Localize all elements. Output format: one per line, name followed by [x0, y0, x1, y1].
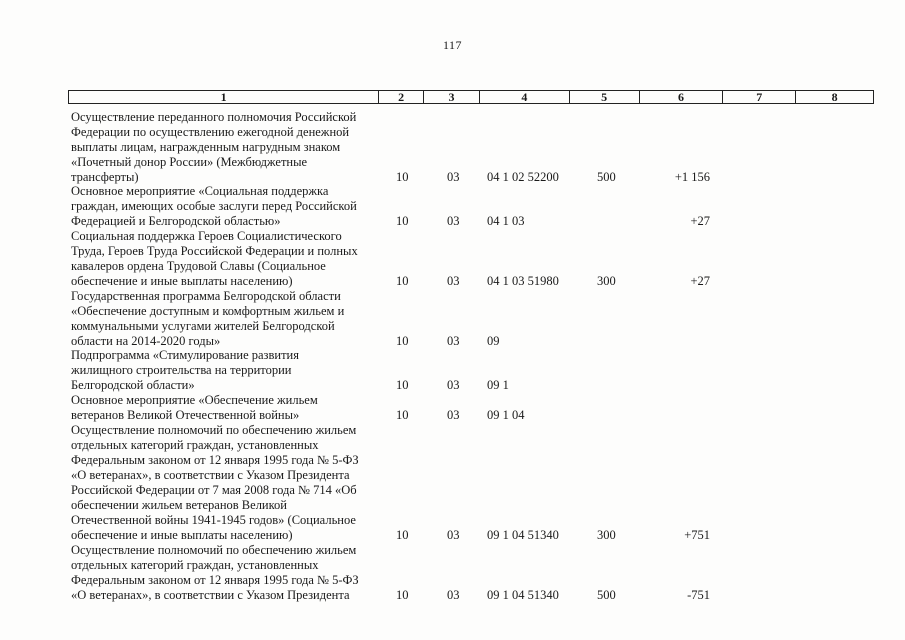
description-line: ветеранов Великой Отечественной войны»: [71, 408, 300, 422]
description-line: Отечественной войны 1941-1945 годов» (Социальное: [71, 513, 356, 527]
description-line: Подпрограмма «Стимулирование развития: [71, 348, 299, 362]
cell-col-3: 03: [447, 334, 460, 348]
row-description: [71, 348, 375, 393]
cell-col-2: 10: [396, 408, 409, 422]
description-line: жилищного строительства на территории: [71, 363, 292, 377]
header-col-4: 4: [480, 91, 570, 103]
header-col-8: 8: [831, 90, 838, 104]
description-line: «Почетный донор России» (Межбюджетные: [71, 155, 308, 169]
description-line: Основное мероприятие «Социальная поддержка: [71, 184, 329, 198]
row-description: [71, 393, 375, 423]
cell-col-3: 03: [447, 274, 460, 288]
header-col-3: 3: [424, 91, 480, 103]
cell-col-6: +27: [690, 214, 710, 228]
cell-col-6: -751: [687, 588, 710, 602]
description-line: Социальная поддержка Героев Социалистического: [71, 229, 342, 243]
page-number: 117: [442, 38, 463, 52]
description-line: Осуществление переданного полномочия Российской: [71, 110, 357, 124]
cell-col-4: 04 1 03: [487, 214, 525, 228]
description-line: обеспечение и иные выплаты населению): [71, 528, 293, 542]
header-col-6: 6: [640, 91, 724, 103]
cell-col-4: 09 1 04: [487, 408, 525, 422]
row-description: [71, 423, 375, 543]
description-line: Осуществление полномочий по обеспечению жильем: [71, 543, 357, 557]
cell-col-6: +27: [690, 274, 710, 288]
description-line: Белгородской области»: [71, 378, 195, 392]
description-line: Федерации по осуществлению ежегодной денежной: [71, 125, 350, 139]
cell-col-5: 300: [597, 274, 616, 288]
row-description: [71, 184, 375, 229]
description-line: Труда, Героев Труда Российской Федерации и полных: [71, 244, 358, 258]
description-line: Российской Федерации от 7 мая 2008 года № 714 «Об: [71, 483, 357, 497]
description-line: Федерацией и Белгородской областью»: [71, 214, 281, 228]
cell-col-3: 03: [447, 528, 460, 542]
header-col-7: 7: [723, 91, 796, 103]
table-header: [68, 90, 874, 104]
description-line: выплаты лицам, награжденным нагрудным знаком: [71, 140, 341, 154]
description-line: кавалеров ордена Трудовой Славы (Социальное: [71, 259, 326, 273]
description-line: обеспечение и иные выплаты населению): [71, 274, 293, 288]
cell-col-2: 10: [396, 588, 409, 602]
row-description: [71, 229, 375, 289]
description-line: Государственная программа Белгородской области: [71, 289, 341, 303]
cell-col-5: 500: [597, 170, 616, 184]
cell-col-4: 09 1 04 51340: [487, 588, 559, 602]
cell-col-5: 300: [597, 528, 616, 542]
description-line: трансферты): [71, 170, 139, 184]
cell-col-3: 03: [447, 588, 460, 602]
cell-col-2: 10: [396, 274, 409, 288]
cell-col-4: 04 1 02 52200: [487, 170, 559, 184]
cell-col-6: +1 156: [674, 170, 710, 184]
cell-col-4: 09 1: [487, 378, 509, 392]
cell-col-6: +751: [684, 528, 710, 542]
cell-col-2: 10: [396, 528, 409, 542]
description-line: отдельных категорий граждан, установленных: [71, 438, 319, 452]
description-line: «О ветеранах», в соответствии с Указом Президента: [71, 588, 350, 602]
cell-col-3: 03: [447, 170, 460, 184]
row-description: [71, 289, 375, 349]
description-line: «Обеспечение доступным и комфортным жильем и: [71, 304, 345, 318]
description-line: граждан, имеющих особые заслуги перед Российской: [71, 199, 357, 213]
cell-col-5: 500: [597, 588, 616, 602]
cell-col-3: 03: [447, 214, 460, 228]
header-col-1: 1: [69, 91, 379, 103]
description-line: Федеральным законом от 12 января 1995 года № 5-ФЗ: [71, 573, 359, 587]
description-line: «О ветеранах», в соответствии с Указом Президента: [71, 468, 350, 482]
cell-col-2: 10: [396, 170, 409, 184]
cell-col-3: 03: [447, 378, 460, 392]
cell-col-3: 03: [447, 408, 460, 422]
cell-col-2: 10: [396, 214, 409, 228]
description-line: Осуществление полномочий по обеспечению жильем: [71, 423, 357, 437]
cell-col-4: 09: [487, 334, 500, 348]
description-line: отдельных категорий граждан, установленных: [71, 558, 319, 572]
header-col-5: 5: [570, 91, 640, 103]
description-line: области на 2014-2020 годы»: [71, 334, 221, 348]
description-line: обеспечении жильем ветеранов Великой: [71, 498, 287, 512]
header-col-2: 2: [379, 91, 424, 103]
cell-col-2: 10: [396, 334, 409, 348]
description-line: коммунальными услугами жителей Белгородской: [71, 319, 335, 333]
row-description: [71, 543, 375, 603]
cell-col-2: 10: [396, 378, 409, 392]
description-line: Основное мероприятие «Обеспечение жильем: [71, 393, 318, 407]
cell-col-4: 09 1 04 51340: [487, 528, 559, 542]
cell-col-4: 04 1 03 51980: [487, 274, 559, 288]
description-line: Федеральным законом от 12 января 1995 года № 5-ФЗ: [71, 453, 359, 467]
row-description: [71, 110, 375, 185]
